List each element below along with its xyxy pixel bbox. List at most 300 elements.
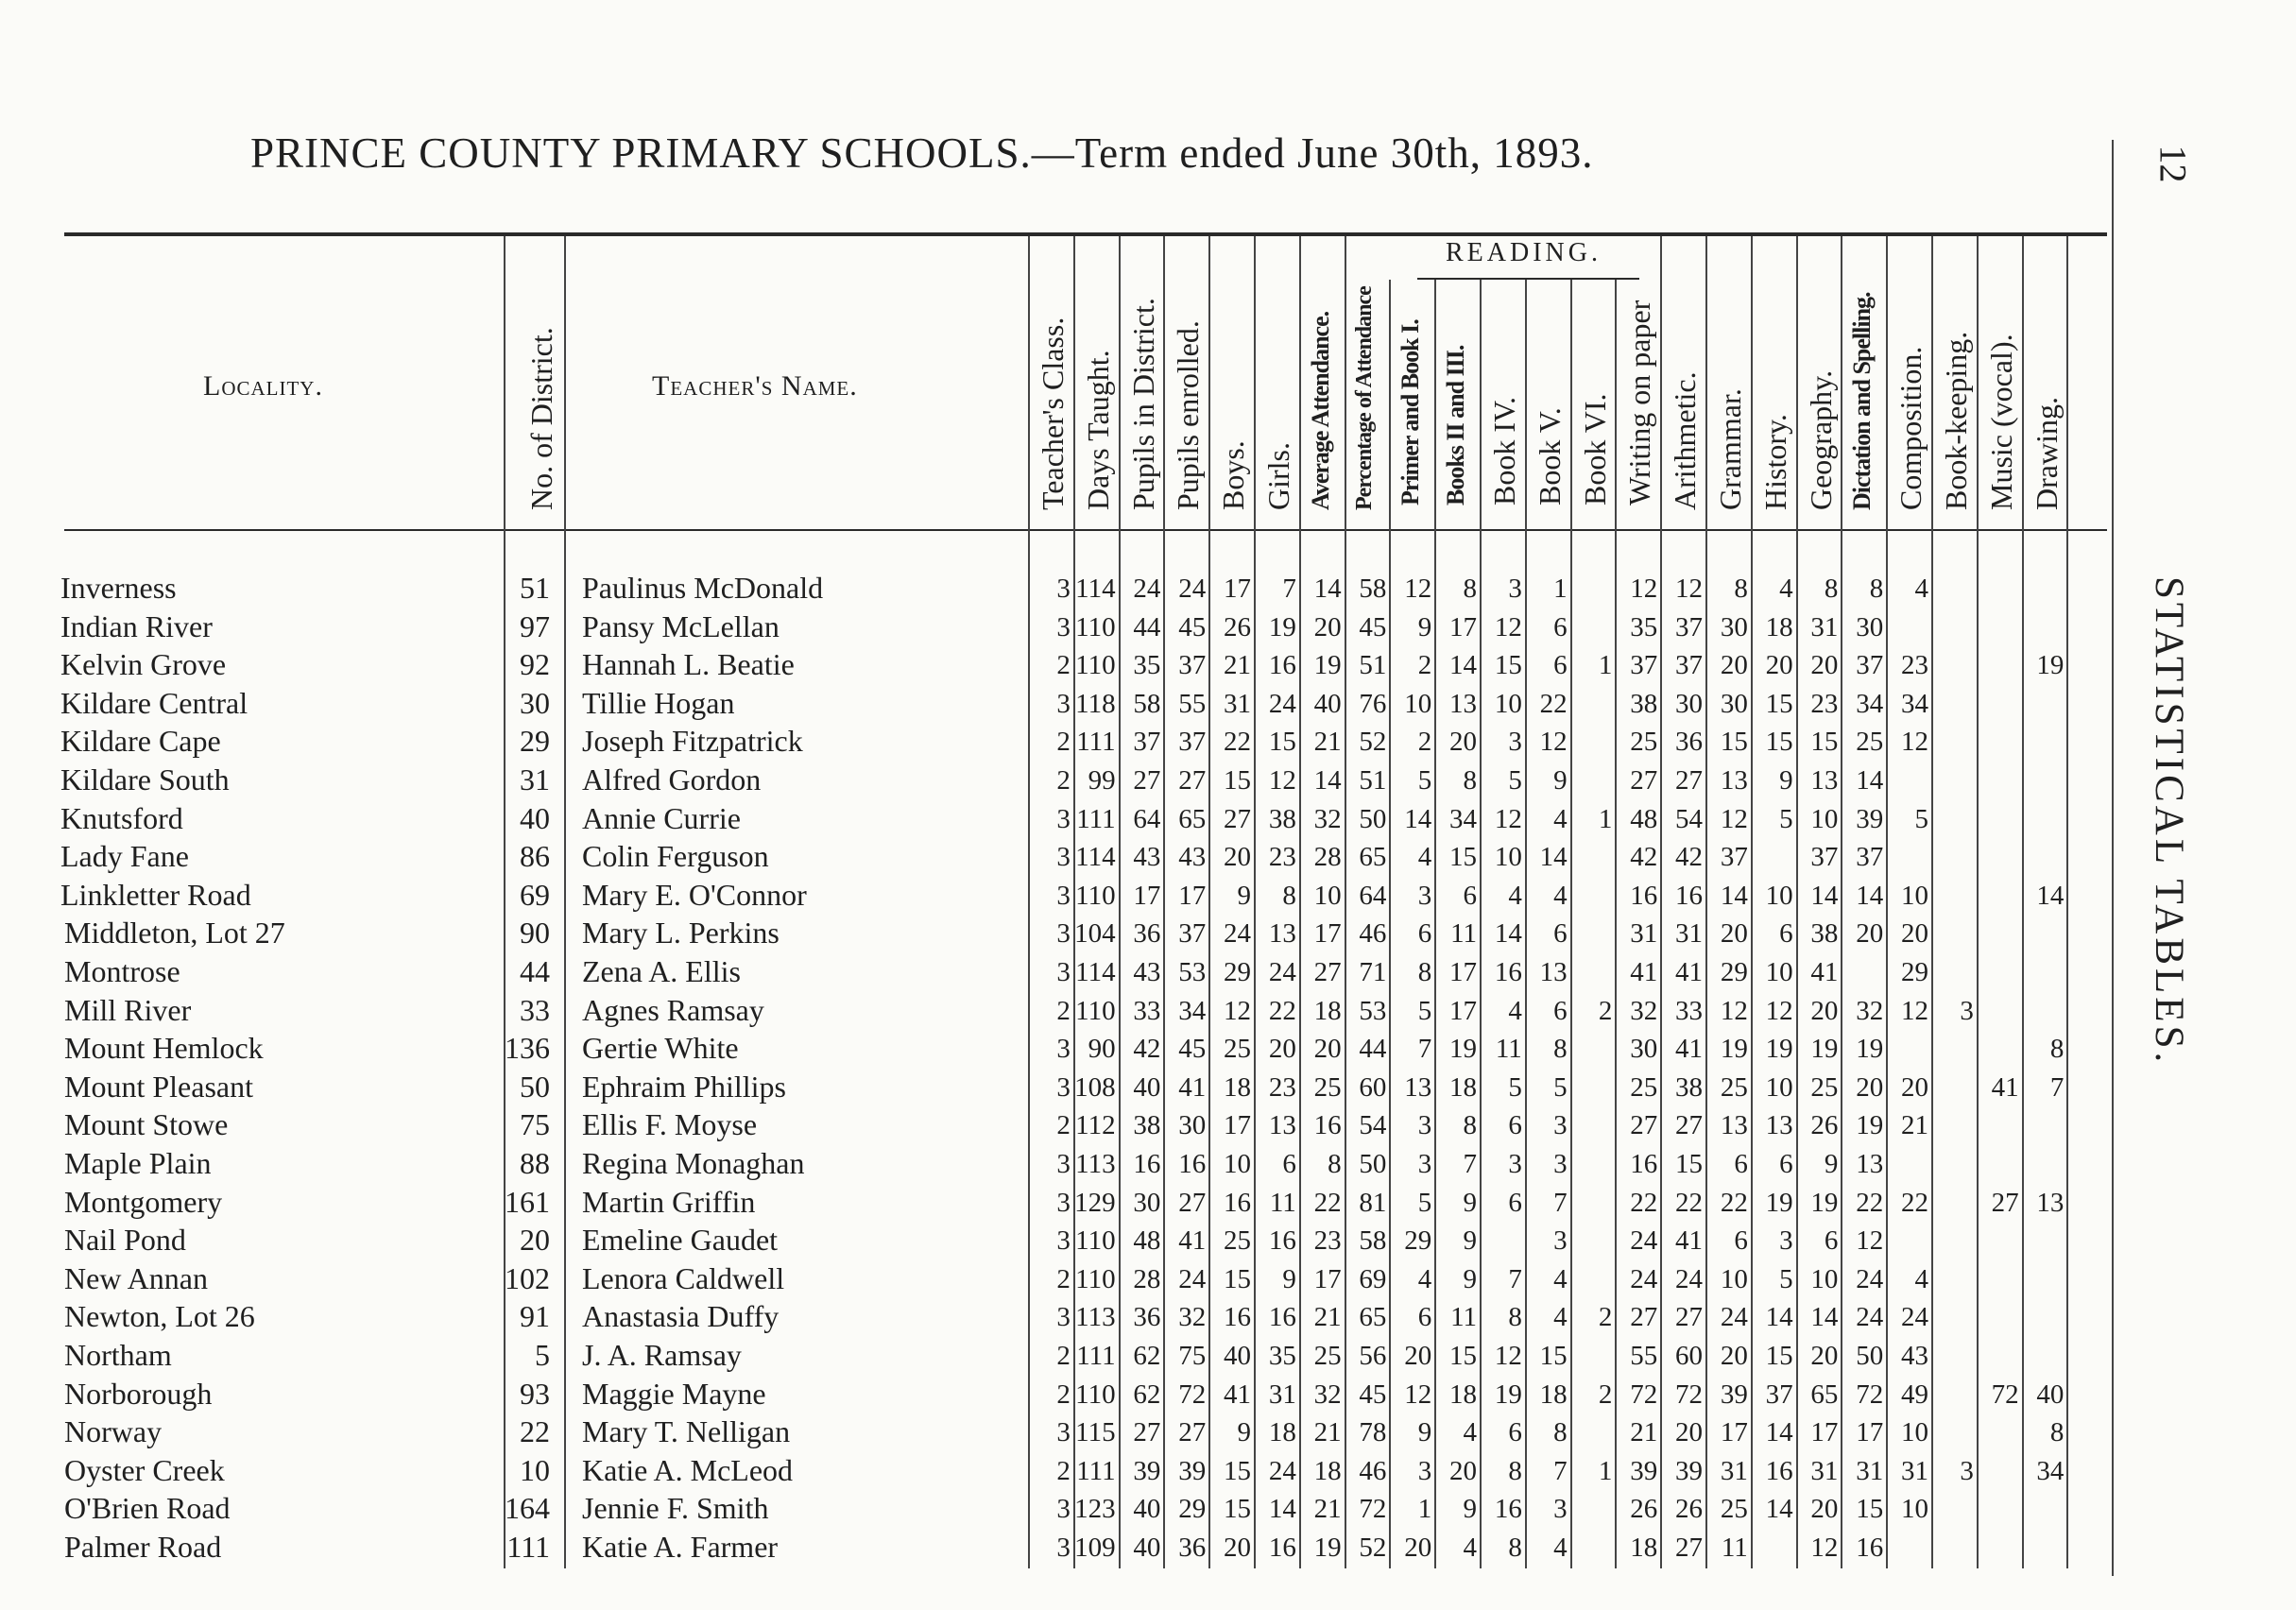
value-cell: 53 bbox=[1359, 995, 1387, 1026]
column-header: Book VI. bbox=[1577, 393, 1612, 505]
value-cell: 10 bbox=[1313, 880, 1342, 911]
value-cell: 3 bbox=[1056, 1533, 1071, 1563]
value-cell: 65 bbox=[1359, 1302, 1387, 1333]
value-cell: 25 bbox=[1313, 1341, 1342, 1371]
value-cell: 110 bbox=[1075, 1225, 1116, 1257]
value-cell: 8 bbox=[1463, 574, 1477, 604]
value-cell: 4 bbox=[1553, 1302, 1568, 1333]
value-cell: 22 bbox=[1856, 1187, 1884, 1218]
teacher-cell: Katie A. McLeod bbox=[582, 1452, 794, 1487]
value-cell: 2 bbox=[1056, 995, 1071, 1026]
district-cell: 97 bbox=[520, 608, 550, 643]
value-cell: 110 bbox=[1075, 1263, 1116, 1294]
value-cell: 25 bbox=[1630, 1071, 1658, 1103]
district-cell: 33 bbox=[520, 992, 550, 1027]
column-header: Percentage of Attendance bbox=[1351, 286, 1377, 510]
value-cell: 13 bbox=[1404, 1071, 1432, 1103]
locality-cell: Norway bbox=[64, 1414, 163, 1449]
column-rule bbox=[1028, 236, 1030, 1568]
value-cell: 21 bbox=[1313, 727, 1342, 758]
value-cell: 16 bbox=[1178, 1149, 1207, 1179]
value-cell: 111 bbox=[1076, 1341, 1116, 1371]
value-cell: 10 bbox=[1404, 688, 1432, 719]
value-cell: 25 bbox=[1224, 1034, 1251, 1065]
column-header: Book V. bbox=[1532, 407, 1567, 505]
value-cell: 22 bbox=[1901, 1187, 1928, 1218]
value-cell: 15 bbox=[1675, 1149, 1703, 1179]
value-cell: 20 bbox=[1404, 1341, 1432, 1371]
value-cell: 33 bbox=[1675, 995, 1703, 1026]
value-cell: 5 bbox=[1417, 765, 1432, 796]
value-cell: 110 bbox=[1075, 650, 1116, 681]
value-cell: 17 bbox=[1810, 1417, 1839, 1448]
teacher-cell: Mary E. O'Connor bbox=[582, 877, 807, 912]
value-cell: 3 bbox=[1056, 842, 1071, 873]
value-cell: 17 bbox=[1313, 1263, 1342, 1294]
value-cell: 76 bbox=[1359, 688, 1387, 719]
value-cell: 9 bbox=[1463, 1187, 1477, 1218]
value-cell: 14 bbox=[1810, 1302, 1839, 1333]
district-cell: 75 bbox=[520, 1107, 550, 1142]
value-cell: 39 bbox=[1720, 1379, 1748, 1410]
value-cell: 9 bbox=[1237, 1417, 1251, 1448]
value-cell: 16 bbox=[1313, 1110, 1342, 1141]
value-cell: 3 bbox=[1056, 688, 1071, 719]
value-cell: 15 bbox=[1765, 1341, 1793, 1371]
value-cell: 27 bbox=[1630, 1302, 1658, 1333]
value-cell: 4 bbox=[1914, 1263, 1928, 1294]
value-cell: 65 bbox=[1810, 1379, 1839, 1410]
value-cell: 17 bbox=[1856, 1417, 1884, 1448]
value-cell: 24 bbox=[1178, 1263, 1207, 1294]
value-cell: 45 bbox=[1178, 1034, 1207, 1065]
value-cell: 15 bbox=[1449, 842, 1477, 873]
value-cell: 12 bbox=[1268, 765, 1296, 796]
district-cell: 164 bbox=[505, 1491, 550, 1526]
value-cell: 99 bbox=[1088, 765, 1116, 796]
column-rule bbox=[564, 236, 566, 1568]
column-header: Teacher's Class. bbox=[1036, 317, 1070, 510]
value-cell: 15 bbox=[1765, 688, 1793, 719]
value-cell: 6 bbox=[1508, 1417, 1522, 1448]
value-cell: 36 bbox=[1178, 1533, 1207, 1563]
value-cell: 13 bbox=[1765, 1110, 1793, 1141]
locality-cell: Montrose bbox=[64, 954, 180, 988]
value-cell: 23 bbox=[1268, 842, 1296, 873]
value-cell: 35 bbox=[1630, 611, 1658, 642]
value-cell: 2 bbox=[1056, 650, 1071, 681]
value-cell: 50 bbox=[1359, 803, 1387, 834]
district-cell: 90 bbox=[520, 916, 550, 951]
column-rule bbox=[1389, 280, 1391, 1568]
value-cell: 12 bbox=[1630, 574, 1658, 604]
value-cell: 10 bbox=[1810, 803, 1839, 834]
column-header: Arithmetic. bbox=[1668, 371, 1703, 510]
column-header: Music (vocal). bbox=[1983, 334, 2018, 510]
teacher-cell: Ephraim Phillips bbox=[582, 1069, 786, 1104]
value-cell: 39 bbox=[1178, 1455, 1207, 1486]
value-cell: 62 bbox=[1133, 1341, 1161, 1371]
table-top-rule bbox=[64, 232, 2107, 236]
column-rule bbox=[1345, 236, 1346, 1568]
value-cell: 10 bbox=[1224, 1149, 1251, 1179]
value-cell: 26 bbox=[1810, 1110, 1839, 1141]
value-cell: 9 bbox=[1417, 611, 1432, 642]
value-cell: 4 bbox=[1417, 842, 1432, 873]
value-cell: 111 bbox=[1076, 1455, 1116, 1486]
value-cell: 14 bbox=[2036, 880, 2065, 911]
value-cell: 22 bbox=[1224, 727, 1251, 758]
value-cell: 8 bbox=[2049, 1034, 2065, 1065]
value-cell: 110 bbox=[1075, 611, 1116, 642]
locality-cell: Indian River bbox=[60, 608, 213, 643]
value-cell: 37 bbox=[1675, 650, 1703, 681]
value-cell: 51 bbox=[1359, 765, 1387, 796]
column-header: Book IV. bbox=[1487, 397, 1521, 505]
value-cell: 12 bbox=[1494, 803, 1522, 834]
column-rule bbox=[1299, 236, 1301, 1568]
value-cell: 44 bbox=[1133, 611, 1161, 642]
value-cell: 3 bbox=[1417, 1455, 1432, 1486]
value-cell: 17 bbox=[1313, 918, 1342, 950]
value-cell: 9 bbox=[1282, 1263, 1296, 1294]
value-cell: 15 bbox=[1765, 727, 1793, 758]
page-margin-line bbox=[2112, 140, 2114, 1576]
value-cell: 12 bbox=[1494, 1341, 1522, 1371]
column-rule bbox=[1796, 236, 1798, 1568]
value-cell: 16 bbox=[1224, 1302, 1251, 1333]
value-cell: 15 bbox=[1224, 1494, 1251, 1525]
value-cell: 6 bbox=[1417, 1302, 1432, 1333]
value-cell: 15 bbox=[1720, 727, 1748, 758]
value-cell: 123 bbox=[1074, 1494, 1116, 1525]
value-cell: 24 bbox=[1675, 1263, 1703, 1294]
value-cell: 2 bbox=[1417, 650, 1432, 681]
value-cell: 16 bbox=[1133, 1149, 1161, 1179]
value-cell: 19 bbox=[1494, 1379, 1522, 1410]
value-cell: 18 bbox=[1313, 1455, 1342, 1486]
value-cell: 11 bbox=[1721, 1533, 1748, 1563]
teacher-cell: Martin Griffin bbox=[582, 1184, 756, 1219]
value-cell: 29 bbox=[1901, 957, 1928, 987]
value-cell: 15 bbox=[1268, 727, 1296, 758]
teacher-cell: Pansy McLellan bbox=[582, 608, 780, 643]
value-cell: 18 bbox=[1449, 1071, 1477, 1103]
value-cell: 41 bbox=[1178, 1225, 1207, 1257]
value-cell: 18 bbox=[1268, 1417, 1296, 1448]
value-cell: 13 bbox=[1856, 1149, 1884, 1179]
value-cell: 9 bbox=[1237, 880, 1251, 911]
value-cell: 14 bbox=[1720, 880, 1748, 911]
value-cell: 27 bbox=[1178, 1187, 1207, 1218]
value-cell: 35 bbox=[1268, 1341, 1296, 1371]
value-cell: 12 bbox=[1720, 995, 1748, 1026]
column-rule bbox=[1977, 236, 1979, 1568]
value-cell: 37 bbox=[1675, 611, 1703, 642]
value-cell: 16 bbox=[1630, 1149, 1658, 1179]
value-cell: 37 bbox=[1133, 727, 1161, 758]
value-cell: 39 bbox=[1856, 803, 1884, 834]
value-cell: 16 bbox=[1224, 1187, 1251, 1218]
value-cell: 16 bbox=[1765, 1455, 1793, 1486]
teacher-cell: Alfred Gordon bbox=[582, 762, 762, 796]
locality-cell: Nail Pond bbox=[64, 1223, 186, 1258]
value-cell: 26 bbox=[1630, 1494, 1658, 1525]
value-cell: 6 bbox=[1463, 880, 1477, 911]
value-cell: 3 bbox=[1508, 727, 1522, 758]
teacher-cell: Agnes Ramsay bbox=[582, 992, 764, 1027]
value-cell: 2 bbox=[1056, 1110, 1071, 1141]
value-cell: 9 bbox=[1463, 1263, 1477, 1294]
value-cell: 24 bbox=[1178, 574, 1207, 604]
value-cell: 10 bbox=[1901, 1417, 1928, 1448]
value-cell: 15 bbox=[1224, 1455, 1251, 1486]
value-cell: 40 bbox=[1313, 688, 1342, 719]
value-cell: 40 bbox=[1133, 1533, 1161, 1563]
value-cell: 27 bbox=[1991, 1187, 2019, 1218]
value-cell: 6 bbox=[1824, 1225, 1839, 1257]
value-cell: 10 bbox=[1810, 1263, 1839, 1294]
value-cell: 25 bbox=[1313, 1071, 1342, 1103]
value-cell: 2 bbox=[1598, 995, 1613, 1026]
value-cell: 1 bbox=[1598, 803, 1613, 834]
locality-cell: Maple Plain bbox=[64, 1146, 212, 1180]
value-cell: 9 bbox=[1553, 765, 1568, 796]
teacher-cell: Jennie F. Smith bbox=[582, 1491, 769, 1526]
value-cell: 4 bbox=[1508, 995, 1522, 1026]
value-cell: 15 bbox=[1810, 727, 1839, 758]
reading-group-rule bbox=[1417, 278, 1639, 280]
column-rule bbox=[2066, 236, 2068, 1568]
locality-cell: Montgomery bbox=[64, 1184, 223, 1219]
value-cell: 11 bbox=[1495, 1034, 1522, 1065]
value-cell: 37 bbox=[1720, 842, 1748, 873]
value-cell: 8 bbox=[2049, 1417, 2065, 1448]
value-cell: 22 bbox=[1539, 688, 1568, 719]
value-cell: 37 bbox=[1178, 650, 1207, 681]
value-cell: 113 bbox=[1075, 1149, 1116, 1179]
value-cell: 65 bbox=[1359, 842, 1387, 873]
value-cell: 18 bbox=[1539, 1379, 1568, 1410]
value-cell: 30 bbox=[1720, 688, 1748, 719]
value-cell: 72 bbox=[1856, 1379, 1884, 1410]
district-cell: 40 bbox=[520, 800, 550, 835]
column-rule bbox=[1931, 236, 1933, 1568]
value-cell: 14 bbox=[1449, 650, 1477, 681]
value-cell: 3 bbox=[1056, 1034, 1071, 1065]
value-cell: 14 bbox=[1313, 765, 1342, 796]
value-cell: 31 bbox=[1224, 688, 1251, 719]
teacher-cell: Mary L. Perkins bbox=[582, 916, 780, 951]
value-cell: 62 bbox=[1133, 1379, 1161, 1410]
teacher-cell: Colin Ferguson bbox=[582, 839, 769, 874]
value-cell: 17 bbox=[1449, 957, 1477, 987]
value-cell: 3 bbox=[1417, 1149, 1432, 1179]
value-cell: 41 bbox=[1675, 957, 1703, 987]
locality-cell: Knutsford bbox=[60, 800, 183, 835]
value-cell: 37 bbox=[1810, 842, 1839, 873]
value-cell: 72 bbox=[1178, 1379, 1207, 1410]
value-cell: 2 bbox=[1056, 1341, 1071, 1371]
column-header: Pupils enrolled. bbox=[1171, 320, 1206, 510]
value-cell: 24 bbox=[1268, 957, 1296, 987]
value-cell: 37 bbox=[1856, 650, 1884, 681]
district-cell: 136 bbox=[505, 1031, 550, 1066]
value-cell: 19 bbox=[1765, 1034, 1793, 1065]
value-cell: 20 bbox=[1720, 918, 1748, 950]
value-cell: 3 bbox=[1508, 574, 1522, 604]
value-cell: 5 bbox=[1779, 1263, 1793, 1294]
value-cell: 39 bbox=[1133, 1455, 1161, 1486]
value-cell: 25 bbox=[1630, 727, 1658, 758]
value-cell: 53 bbox=[1178, 957, 1207, 987]
column-header: Composition. bbox=[1893, 346, 1928, 510]
value-cell: 10 bbox=[1720, 1263, 1748, 1294]
value-cell: 13 bbox=[1449, 688, 1477, 719]
value-cell: 27 bbox=[1178, 1417, 1207, 1448]
value-cell: 20 bbox=[1810, 1341, 1839, 1371]
value-cell: 17 bbox=[1224, 1110, 1251, 1141]
value-cell: 129 bbox=[1074, 1187, 1116, 1218]
value-cell: 17 bbox=[1178, 880, 1207, 911]
value-cell: 54 bbox=[1359, 1110, 1387, 1141]
value-cell: 17 bbox=[1449, 611, 1477, 642]
value-cell: 8 bbox=[1508, 1455, 1522, 1486]
value-cell: 5 bbox=[1779, 803, 1793, 834]
teacher-cell: Lenora Caldwell bbox=[582, 1260, 785, 1295]
value-cell: 32 bbox=[1630, 995, 1658, 1026]
value-cell: 10 bbox=[1901, 880, 1928, 911]
value-cell: 20 bbox=[1856, 918, 1884, 950]
district-cell: 51 bbox=[520, 571, 550, 605]
value-cell: 36 bbox=[1133, 918, 1161, 950]
district-cell: 86 bbox=[520, 839, 550, 874]
value-cell: 41 bbox=[1630, 957, 1658, 987]
value-cell: 56 bbox=[1359, 1341, 1387, 1371]
value-cell: 39 bbox=[1675, 1455, 1703, 1486]
value-cell: 15 bbox=[1224, 765, 1251, 796]
district-cell: 29 bbox=[520, 724, 550, 759]
district-cell: 5 bbox=[535, 1338, 550, 1372]
value-cell: 24 bbox=[1856, 1302, 1884, 1333]
value-cell: 40 bbox=[1133, 1494, 1161, 1525]
value-cell: 13 bbox=[1539, 957, 1568, 987]
value-cell: 6 bbox=[1734, 1225, 1748, 1257]
value-cell: 30 bbox=[1720, 611, 1748, 642]
value-cell: 4 bbox=[1463, 1417, 1477, 1448]
value-cell: 4 bbox=[1417, 1263, 1432, 1294]
value-cell: 18 bbox=[1449, 1379, 1477, 1410]
value-cell: 39 bbox=[1630, 1455, 1658, 1486]
value-cell: 2 bbox=[1056, 1379, 1071, 1410]
value-cell: 30 bbox=[1675, 688, 1703, 719]
value-cell: 37 bbox=[1630, 650, 1658, 681]
value-cell: 3 bbox=[1056, 918, 1071, 950]
column-rule bbox=[1886, 236, 1888, 1568]
column-header: Books II and III. bbox=[1442, 345, 1470, 505]
value-cell: 8 bbox=[1869, 574, 1884, 604]
value-cell: 2 bbox=[1056, 765, 1071, 796]
value-cell: 7 bbox=[2049, 1071, 2065, 1103]
value-cell: 3 bbox=[1553, 1110, 1568, 1141]
column-header: Drawing. bbox=[2029, 397, 2064, 510]
district-cell: 50 bbox=[520, 1069, 550, 1104]
value-cell: 27 bbox=[1133, 1417, 1161, 1448]
value-cell: 6 bbox=[1553, 650, 1568, 681]
value-cell: 32 bbox=[1313, 803, 1342, 834]
value-cell: 4 bbox=[1914, 574, 1928, 604]
value-cell: 6 bbox=[1508, 1110, 1522, 1141]
value-cell: 10 bbox=[1765, 1071, 1793, 1103]
value-cell: 14 bbox=[1404, 803, 1432, 834]
value-cell: 3 bbox=[1553, 1494, 1568, 1525]
value-cell: 34 bbox=[1178, 995, 1207, 1026]
value-cell: 20 bbox=[1720, 650, 1748, 681]
value-cell: 3 bbox=[1417, 880, 1432, 911]
district-cell: 30 bbox=[520, 685, 550, 720]
value-cell: 52 bbox=[1359, 1533, 1387, 1563]
value-cell: 8 bbox=[1553, 1417, 1568, 1448]
value-cell: 8 bbox=[1463, 765, 1477, 796]
value-cell: 25 bbox=[1224, 1225, 1251, 1257]
teacher-cell: Anastasia Duffy bbox=[582, 1299, 780, 1334]
value-cell: 14 bbox=[1268, 1494, 1296, 1525]
value-cell: 42 bbox=[1630, 842, 1658, 873]
value-cell: 34 bbox=[2036, 1455, 2065, 1486]
locality-cell: Newton, Lot 26 bbox=[64, 1299, 255, 1334]
value-cell: 12 bbox=[1765, 995, 1793, 1026]
value-cell: 104 bbox=[1074, 918, 1116, 950]
value-cell: 19 bbox=[1720, 1034, 1748, 1065]
value-cell: 4 bbox=[1553, 1533, 1568, 1563]
value-cell: 3 bbox=[1056, 880, 1071, 911]
value-cell: 8 bbox=[1508, 1302, 1522, 1333]
value-cell: 64 bbox=[1359, 880, 1387, 911]
value-cell: 2 bbox=[1598, 1379, 1613, 1410]
value-cell: 36 bbox=[1133, 1302, 1161, 1333]
value-cell: 15 bbox=[1224, 1263, 1251, 1294]
value-cell: 71 bbox=[1359, 957, 1387, 987]
reading-header: READING. bbox=[1446, 238, 1602, 267]
locality-cell: Mill River bbox=[64, 992, 192, 1027]
district-cell: 88 bbox=[520, 1146, 550, 1180]
value-cell: 28 bbox=[1133, 1263, 1161, 1294]
value-cell: 11 bbox=[1450, 1302, 1477, 1333]
value-cell: 90 bbox=[1088, 1034, 1116, 1065]
column-header: Grammar. bbox=[1713, 388, 1747, 510]
column-rule bbox=[1525, 280, 1527, 1568]
value-cell: 29 bbox=[1720, 957, 1748, 987]
value-cell: 24 bbox=[1630, 1225, 1658, 1257]
value-cell: 8 bbox=[1734, 574, 1748, 604]
value-cell: 20 bbox=[1901, 1071, 1928, 1103]
value-cell: 20 bbox=[1810, 1494, 1839, 1525]
value-cell: 32 bbox=[1178, 1302, 1207, 1333]
district-cell: 20 bbox=[520, 1223, 550, 1258]
value-cell: 27 bbox=[1313, 957, 1342, 987]
district-header: No. of District. bbox=[524, 327, 558, 510]
teacher-cell: Katie A. Farmer bbox=[582, 1530, 779, 1564]
district-cell: 10 bbox=[520, 1452, 550, 1487]
value-cell: 19 bbox=[1268, 611, 1296, 642]
value-cell: 27 bbox=[1133, 765, 1161, 796]
teacher-cell: Paulinus McDonald bbox=[582, 571, 824, 605]
value-cell: 6 bbox=[1508, 1187, 1522, 1218]
district-cell: 31 bbox=[520, 762, 550, 796]
value-cell: 27 bbox=[1675, 1533, 1703, 1563]
column-rule bbox=[1615, 280, 1617, 1568]
value-cell: 31 bbox=[1901, 1455, 1928, 1486]
